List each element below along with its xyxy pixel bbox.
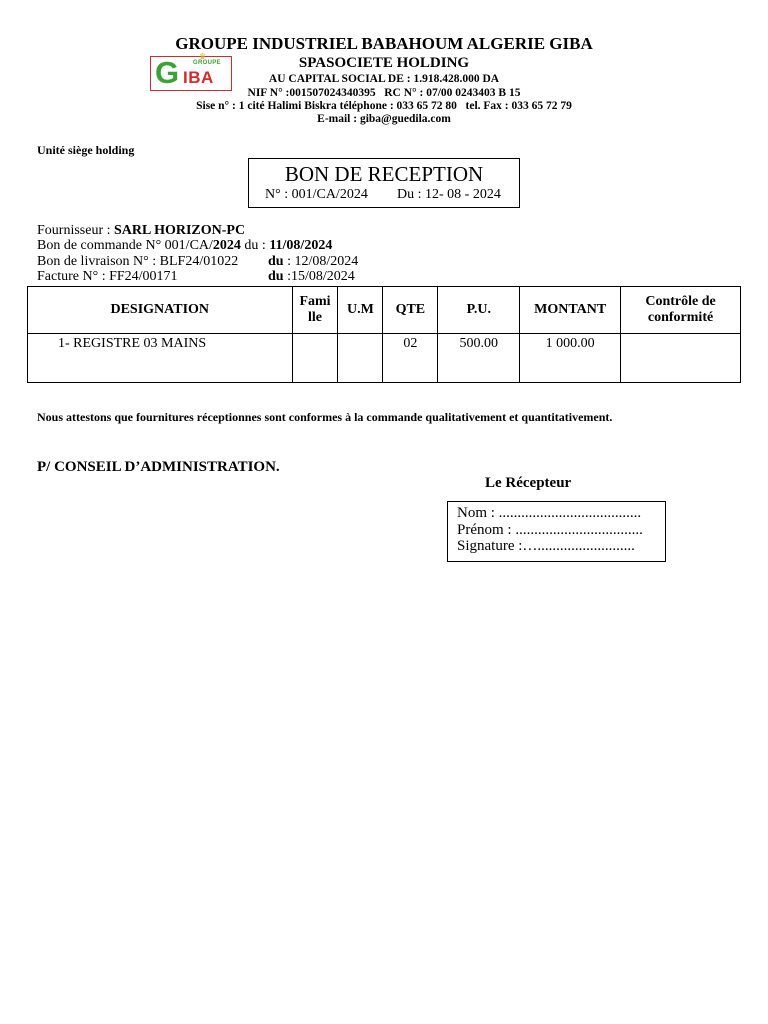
giba-logo bbox=[150, 52, 232, 91]
header-um: U.M bbox=[338, 287, 383, 334]
receiver-signature: Signature :….......................... bbox=[457, 538, 635, 554]
header-montant: MONTANT bbox=[520, 287, 621, 334]
document-date: Du : 12- 08 - 2024 bbox=[397, 187, 501, 202]
cell-montant: 1 000.00 bbox=[520, 334, 621, 383]
table-row bbox=[28, 334, 741, 383]
header-qte: QTE bbox=[383, 287, 438, 334]
invoice-date: :15/08/2024 bbox=[283, 269, 355, 284]
logo-groupe-text: GROUPE bbox=[193, 60, 221, 66]
cell-pu: 500.00 bbox=[438, 334, 520, 383]
company-type: SPASOCIETE HOLDING bbox=[298, 55, 470, 71]
crown-icon: ♛ bbox=[199, 52, 207, 61]
cell-controle bbox=[621, 334, 741, 383]
items-table bbox=[27, 286, 741, 383]
unit-label: Unité siège holding bbox=[37, 143, 135, 157]
order-date: 11/08/2024 bbox=[269, 238, 333, 253]
header-famille: Fami lle bbox=[292, 287, 338, 334]
receiver-nom: Nom : ...................................... bbox=[457, 505, 642, 521]
header-controle: Contrôle de conformité bbox=[621, 287, 741, 334]
company-nif-rc: NIF N° :001507024340395 RC N° : 07/00 0243403 B 15 bbox=[247, 87, 521, 99]
delivery-line bbox=[37, 254, 359, 270]
invoice-du: du bbox=[268, 269, 284, 284]
delivery-date: : 12/08/2024 bbox=[283, 254, 359, 269]
invoice-line bbox=[37, 269, 355, 285]
council-label: P/ CONSEIL D’ADMINISTRATION. bbox=[37, 459, 280, 475]
company-address: Sise n° : 1 cité Halimi Biskra téléphone : 033 65 72 80 tel. Fax : 033 65 72 79 bbox=[196, 100, 572, 112]
cell-um bbox=[338, 334, 383, 383]
supplier-line bbox=[37, 223, 245, 239]
company-name: GROUPE INDUSTRIEL BABAHOUM ALGERIE GIBA bbox=[175, 34, 593, 53]
order-year: 2024 bbox=[212, 238, 241, 253]
table-header-row bbox=[28, 287, 741, 334]
company-email: E-mail : giba@guedila.com bbox=[317, 113, 451, 125]
supplier-value: SARL HORIZON-PC bbox=[114, 223, 246, 238]
company-capital: AU CAPITAL SOCIAL DE : 1.918.428.000 DA bbox=[268, 73, 500, 85]
cell-qte: 02 bbox=[383, 334, 438, 383]
logo-iba-text: IBA bbox=[183, 68, 214, 87]
invoice-label: Facture N° : FF24/00171 bbox=[37, 269, 178, 284]
supplier-label: Fournisseur : bbox=[37, 223, 114, 238]
receiver-signature-box bbox=[447, 501, 666, 562]
header-pu: P.U. bbox=[438, 287, 520, 334]
delivery-du: du bbox=[268, 254, 284, 269]
order-label: Bon de commande N° 001/CA/ bbox=[37, 238, 213, 253]
header-designation: DESIGNATION bbox=[28, 287, 293, 334]
delivery-label: Bon de livraison N° : BLF24/01022 bbox=[37, 254, 239, 269]
document-title-box bbox=[248, 158, 520, 208]
logo-g-letter: G bbox=[155, 55, 180, 90]
document-number: N° : 001/CA/2024 bbox=[265, 187, 368, 202]
cell-famille bbox=[292, 334, 338, 383]
document-title: BON DE RECEPTION bbox=[284, 162, 484, 186]
order-line bbox=[37, 238, 332, 254]
cell-designation: 1- REGISTRE 03 MAINS bbox=[28, 334, 293, 383]
receiver-title: Le Récepteur bbox=[485, 475, 572, 491]
receiver-prenom: Prénom : .................................. bbox=[457, 521, 643, 538]
attestation-text: Nous attestons que fournitures réceptionnes sont conformes à la commande qualitativement et quantitativement. bbox=[37, 410, 613, 424]
order-du: du : bbox=[240, 238, 270, 253]
